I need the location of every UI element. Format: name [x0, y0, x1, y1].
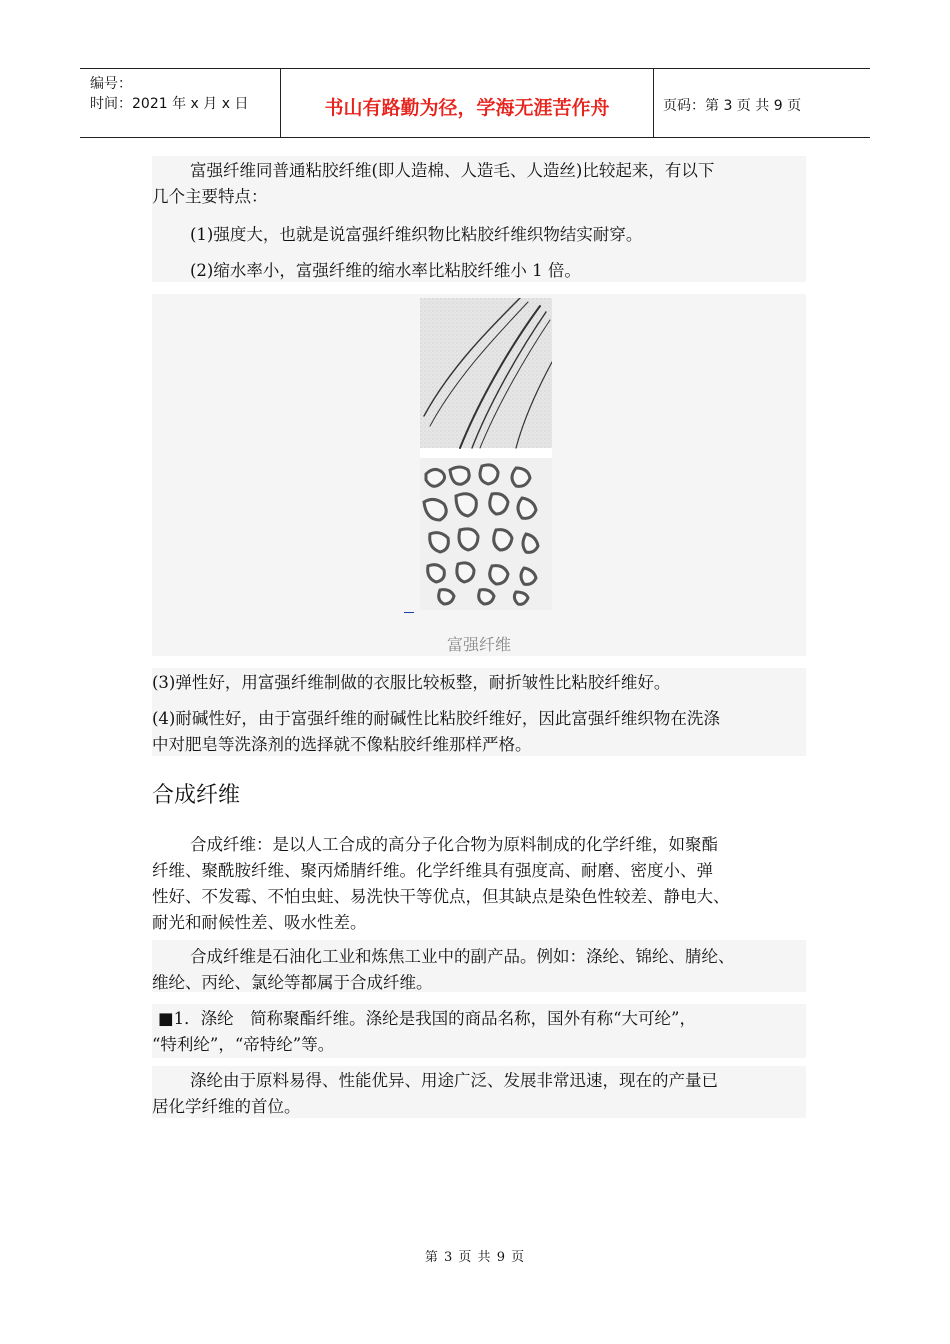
header-motto-cell	[280, 69, 654, 137]
serial-label: 编号：	[90, 76, 132, 92]
para2-line-2: 维纶、丙纶、氯纶等都属于合成纤维。	[152, 973, 433, 992]
figure-caption: 富强纤维	[446, 635, 511, 654]
intro-line-2: 几个主要特点：	[152, 187, 268, 206]
para1-line-1: 合成纤维：是以人工合成的高分子化合物为原料制成的化学纤维，如聚酯	[190, 835, 718, 854]
anchor-mark	[404, 612, 414, 613]
intro-line-1: 富强纤维同普通粘胶纤维(即人造棉、人造毛、人造丝)比较起来，有以下	[190, 161, 715, 180]
header-left-cell	[80, 69, 280, 137]
point-4-line-2: 中对肥皂等洗涤剂的选择就不像粘胶纤维那样严格。	[152, 735, 532, 754]
para2-line-1: 合成纤维是石油化工业和炼焦工业中的副产品。例如：涤纶、锦纶、腈纶、	[190, 947, 735, 966]
motto-text: 书山有路勤为径，学海无涯苦作舟	[324, 97, 610, 119]
para1-line-3: 性好、不发霉、不怕虫蛀、易洗快干等优点，但其缺点是染色性较差、静电大、	[152, 887, 730, 906]
point-4-line-1: (4)耐碱性好，由于富强纤维的耐碱性比粘胶纤维好，因此富强纤维织物在洗涤	[152, 709, 720, 728]
point-3: (3)弹性好，用富强纤维制做的衣服比较板整，耐折皱性比粘胶纤维好。	[152, 673, 671, 692]
longitudinal-view	[420, 298, 552, 448]
point-2: (2)缩水率小，富强纤维的缩水率比粘胶纤维小 1 倍。	[190, 261, 581, 280]
fiber-micrograph-svg	[420, 298, 552, 610]
header-table	[80, 68, 870, 138]
time-label: 时间：2021 年 x 月 x 日	[90, 96, 249, 112]
para3-line-1: 涤纶由于原料易得、性能优异、用途广泛、发展非常迅速，现在的产量已	[190, 1071, 718, 1090]
item1-line-2: “特利纶”，“帝特纶”等。	[152, 1035, 335, 1054]
section-heading: 合成纤维	[152, 783, 241, 808]
point-1: (1)强度大，也就是说富强纤维织物比粘胶纤维织物结实耐穿。	[190, 225, 643, 244]
fiber-micrograph	[420, 298, 552, 610]
page-info: 页码：第 3 页 共 9 页	[663, 98, 802, 114]
para1-line-2: 纤维、聚酰胺纤维、聚丙烯腈纤维。化学纤维具有强度高、耐磨、密度小、弹	[152, 861, 713, 880]
item1-line-1: ■1．涤纶 简称聚酯纤维。涤纶是我国的商品名称，国外有称“大可纶”，	[158, 1009, 696, 1028]
page-footer: 第 3 页 共 9 页	[424, 1250, 526, 1265]
header-page-cell	[653, 69, 870, 137]
para1-line-4: 耐光和耐候性差、吸水性差。	[152, 913, 367, 932]
para3-line-2: 居化学纤维的首位。	[152, 1097, 301, 1116]
